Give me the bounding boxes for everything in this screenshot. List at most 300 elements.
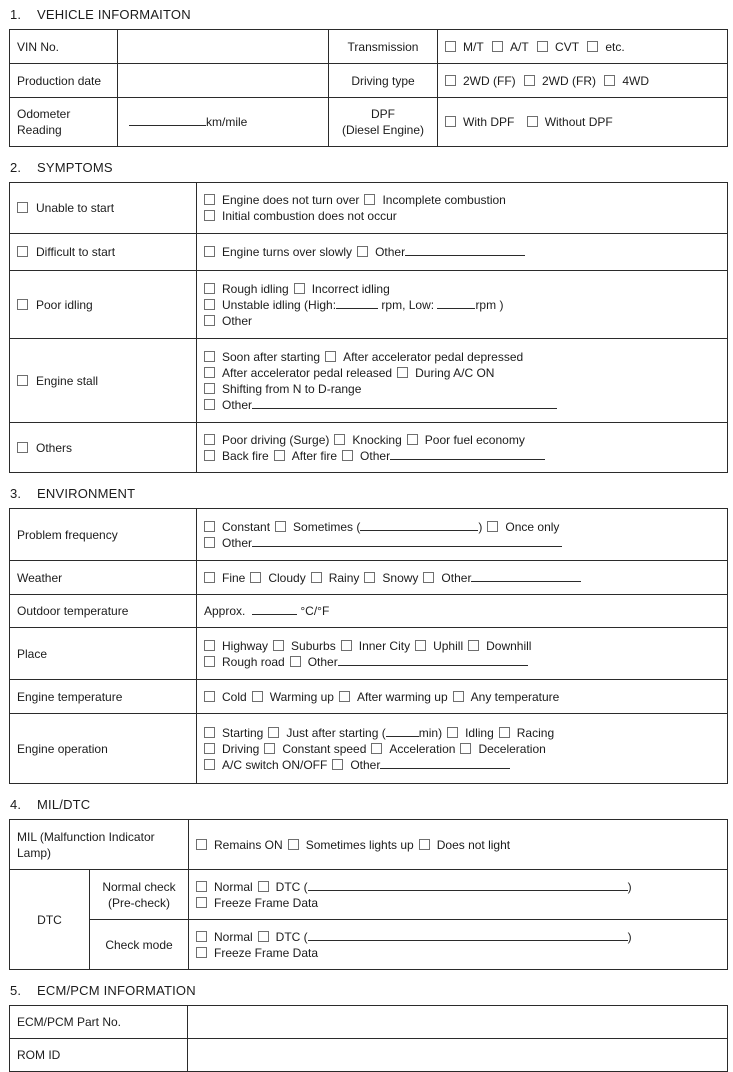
checkbox-option (527, 115, 613, 129)
option-label: After fire (291, 448, 338, 463)
checkbox-option (204, 726, 263, 740)
fill-in-blank (405, 244, 525, 256)
checkbox-option (268, 726, 442, 740)
option-label: DTC ( (275, 929, 308, 944)
checkbox-icon (268, 727, 279, 738)
checkbox-icon (196, 931, 207, 942)
option-label: Sometimes ( (293, 519, 361, 534)
driving-type-label-cell (329, 64, 438, 98)
option-label: 4WD (622, 73, 650, 88)
checkbox-icon (325, 351, 336, 362)
checkbox-icon (339, 691, 350, 702)
checkbox-icon (204, 210, 215, 221)
unable-to-start-options-cell (197, 183, 728, 234)
transmission-options-cell (438, 30, 728, 64)
vehicle-info-table (9, 29, 728, 147)
table-row (10, 595, 728, 628)
checkbox-icon (273, 640, 284, 651)
normal-check-line2: (Pre-check) (107, 895, 170, 910)
table-row (10, 271, 728, 339)
option-label: Sometimes lights up (305, 837, 414, 852)
fill-in-blank (336, 297, 378, 309)
checkbox-icon (311, 572, 322, 583)
option-label: Any temperature (470, 689, 560, 704)
approx-label: Approx. (204, 604, 246, 618)
section-1-title: VEHICLE INFORMAITON (37, 7, 191, 22)
checkbox-icon (334, 434, 345, 445)
checkbox-icon (204, 521, 215, 532)
checkbox-option (204, 366, 392, 380)
normal-check-label-cell (90, 870, 189, 920)
checkbox-option (371, 742, 455, 756)
option-label: Constant speed (282, 741, 367, 756)
unable-to-start-label-cell (10, 183, 197, 234)
checkbox-icon (294, 283, 305, 294)
checkbox-icon (397, 367, 408, 378)
table-row (10, 870, 728, 920)
option-label: Once only (505, 519, 560, 534)
problem-frequency-label-cell (10, 509, 197, 561)
mil-options-cell (189, 820, 728, 870)
checkbox-option (468, 639, 531, 653)
checkbox-option (204, 209, 397, 223)
symptoms-table (9, 182, 728, 473)
checkbox-option (587, 40, 624, 54)
rom-id-value-cell (188, 1039, 728, 1072)
checkbox-option (492, 40, 529, 54)
checkbox-option (204, 742, 259, 756)
checkbox-option (604, 74, 649, 88)
checkbox-icon (274, 450, 285, 461)
others-label-cell (10, 423, 197, 473)
check-mode-label-cell (90, 920, 189, 970)
odometer-value-cell (118, 98, 329, 147)
table-row (10, 64, 728, 98)
option-label: Other (222, 535, 253, 550)
checkbox-icon (487, 521, 498, 532)
checkbox-option (419, 838, 510, 852)
checkbox-option (204, 433, 329, 447)
option-label: min) (418, 725, 443, 740)
fill-in-blank (380, 757, 510, 769)
place-label-cell (10, 628, 197, 680)
option-label: Other (222, 397, 253, 412)
fill-in-blank (129, 114, 206, 126)
dpf-label-line1: DPF (371, 107, 395, 121)
option-label: After accelerator pedal depressed (343, 349, 524, 364)
poor-idling-label-cell (10, 271, 197, 339)
table-row (10, 820, 728, 870)
checkbox-option (204, 571, 245, 585)
row-label: Problem frequency (17, 527, 118, 542)
row-label: Weather (17, 570, 63, 585)
checkbox-option (196, 838, 283, 852)
section-1-number: 1. (10, 7, 22, 22)
checkbox-icon (288, 839, 299, 850)
environment-table (9, 508, 728, 784)
option-label: Does not light (436, 837, 511, 852)
option-label: Cloudy (268, 570, 306, 585)
option-label: Other (441, 570, 472, 585)
ecm-part-no-label-cell (10, 1006, 188, 1039)
engine-operation-options-cell (197, 714, 728, 784)
checkbox-option (445, 74, 516, 88)
checkbox-option (204, 382, 361, 396)
checkbox-icon (17, 202, 28, 213)
checkbox-option (407, 433, 525, 447)
option-label: ) (627, 929, 632, 944)
engine-operation-label-cell (10, 714, 197, 784)
option-label: Driving (222, 741, 260, 756)
table-row (10, 714, 728, 784)
checkbox-option (204, 398, 557, 412)
checkbox-option (290, 655, 528, 669)
option-label: Rough road (222, 654, 285, 669)
checkbox-option (332, 758, 510, 772)
production-date-label: Production date (17, 73, 102, 88)
checkbox-option (258, 930, 632, 944)
table-row (10, 339, 728, 423)
option-label: Engine does not turn over (222, 193, 360, 207)
checkbox-option (204, 758, 327, 772)
difficult-to-start-options-cell (197, 234, 728, 271)
option-label: Freeze Frame Data (214, 895, 319, 910)
table-row (10, 183, 728, 234)
table-row (10, 509, 728, 561)
row-label: Outdoor temperature (17, 604, 129, 618)
checkbox-option (453, 690, 560, 704)
fill-in-blank (252, 397, 557, 409)
option-label: A/C switch ON/OFF (222, 757, 328, 772)
checkbox-option (460, 742, 545, 756)
option-label: Acceleration (389, 741, 456, 756)
checkbox-option (204, 655, 285, 669)
row-label: ECM/PCM Part No. (17, 1015, 122, 1029)
checkbox-icon (587, 41, 598, 52)
option-label: Snowy (382, 570, 419, 585)
option-label: Deceleration (478, 741, 546, 756)
checkbox-option (204, 282, 289, 296)
checkbox-icon (499, 727, 510, 738)
symptom-label: Others (36, 440, 73, 455)
normal-check-options-cell (189, 870, 728, 920)
option-label: rpm, Low: (381, 297, 435, 312)
checkbox-icon (196, 897, 207, 908)
mil-dtc-table (9, 819, 728, 970)
section-2-number: 2. (10, 160, 22, 175)
fill-in-blank (437, 297, 475, 309)
checkbox-option (275, 520, 482, 534)
section-2-title: SYMPTOMS (37, 160, 113, 175)
checkbox-option (357, 245, 525, 259)
engine-temperature-options-cell (197, 680, 728, 714)
option-label: Other (222, 313, 253, 328)
symptom-label: Unable to start (36, 201, 115, 215)
checkbox-option (204, 639, 268, 653)
checkbox-icon (204, 283, 215, 294)
checkbox-icon (252, 691, 263, 702)
checkbox-icon (204, 759, 215, 770)
section-4-title: MIL/DTC (37, 797, 91, 812)
option-label: CVT (555, 39, 580, 54)
option-label: Other (307, 654, 338, 669)
checkbox-icon (332, 759, 343, 770)
checkbox-icon (204, 727, 215, 738)
check-mode-options-cell (189, 920, 728, 970)
checkbox-icon (407, 434, 418, 445)
checkbox-option (204, 245, 352, 259)
table-row (10, 234, 728, 271)
vin-label-cell (10, 30, 118, 64)
checkbox-icon (524, 75, 535, 86)
checkbox-icon (204, 743, 215, 754)
checkbox-icon (527, 116, 538, 127)
checkbox-icon (447, 727, 458, 738)
checkbox-icon (204, 640, 215, 651)
checkbox-icon (196, 881, 207, 892)
option-label: Rough idling (222, 281, 289, 296)
checkbox-option (17, 245, 115, 259)
section-5-number: 5. (10, 983, 22, 998)
checkbox-option (204, 350, 320, 364)
checkbox-option (499, 726, 554, 740)
checkbox-icon (341, 640, 352, 651)
checkbox-icon (357, 246, 368, 257)
checkbox-icon (258, 881, 269, 892)
place-options-cell (197, 628, 728, 680)
rom-id-label-cell (10, 1039, 188, 1072)
option-label: After warming up (356, 689, 448, 704)
poor-idling-options-cell (197, 271, 728, 339)
table-row (10, 920, 728, 970)
mil-label-cell (10, 820, 189, 870)
section-3-number: 3. (10, 486, 22, 501)
fill-in-blank (252, 535, 562, 547)
checkbox-option (341, 639, 410, 653)
checkbox-icon (275, 521, 286, 532)
production-date-value-cell (118, 64, 329, 98)
option-label: Incomplete combustion (382, 193, 506, 207)
production-date-label-cell (10, 64, 118, 98)
checkbox-option (204, 193, 359, 207)
odometer-label-line2: Reading (17, 123, 62, 137)
table-row (10, 98, 728, 147)
table-row (10, 680, 728, 714)
option-label: Back fire (222, 448, 269, 463)
checkbox-icon (537, 41, 548, 52)
engine-stall-options-cell (197, 339, 728, 423)
option-label: Inner City (358, 638, 411, 653)
transmission-label-cell (329, 30, 438, 64)
checkbox-icon (204, 194, 215, 205)
checkbox-option (364, 571, 418, 585)
table-row (10, 30, 728, 64)
checkbox-option (423, 571, 581, 585)
checkbox-icon (445, 75, 456, 86)
driving-type-label: Driving type (351, 73, 415, 88)
symptom-label: Poor idling (36, 297, 93, 312)
checkbox-option (537, 40, 579, 54)
checkbox-icon (423, 572, 434, 583)
checkbox-option (294, 282, 390, 296)
checkbox-option (273, 639, 336, 653)
option-label: etc. (605, 39, 625, 54)
option-label: Other (360, 448, 391, 463)
checkbox-option (204, 298, 503, 312)
checkbox-option (17, 374, 98, 388)
ecm-pcm-table (9, 1005, 728, 1072)
checkbox-icon (17, 299, 28, 310)
ecm-part-no-value-cell (188, 1006, 728, 1039)
option-label: Warming up (269, 689, 334, 704)
dpf-label-line2: (Diesel Engine) (341, 123, 425, 137)
checkbox-icon (196, 947, 207, 958)
checkbox-option (415, 639, 463, 653)
checkbox-option (196, 896, 318, 910)
section-1-heading (10, 7, 727, 22)
checkbox-option (258, 880, 632, 894)
dtc-label: DTC (37, 912, 62, 927)
table-row (10, 561, 728, 595)
option-label: With DPF (463, 115, 515, 129)
weather-label-cell (10, 561, 197, 595)
option-label: 2WD (FF) (463, 73, 516, 88)
option-label: Other (375, 245, 406, 259)
option-label: Unstable idling (High: (222, 297, 337, 312)
checkbox-option (325, 350, 523, 364)
odometer-unit: km/mile (206, 115, 248, 129)
checkbox-icon (17, 442, 28, 453)
option-label: DTC ( (275, 879, 308, 894)
table-row (10, 628, 728, 680)
checkbox-icon (17, 375, 28, 386)
checkbox-option (196, 946, 318, 960)
checkbox-option (252, 690, 334, 704)
checkbox-icon (204, 537, 215, 548)
option-label: Normal (214, 929, 253, 944)
fill-in-blank (471, 570, 581, 582)
fill-in-blank (360, 519, 478, 531)
section-3-heading (10, 486, 727, 501)
odometer-label-cell (10, 98, 118, 147)
checkbox-option (487, 520, 559, 534)
checkbox-icon (204, 299, 215, 310)
engine-temperature-label-cell (10, 680, 197, 714)
checkbox-option (274, 449, 337, 463)
option-label: Downhill (486, 638, 532, 653)
checkbox-icon (415, 640, 426, 651)
table-row (10, 423, 728, 473)
checkbox-option (397, 366, 494, 380)
option-label: Just after starting ( (286, 725, 386, 740)
row-label: Engine temperature (17, 689, 123, 704)
odometer-entry (125, 115, 247, 129)
option-label: Racing (516, 725, 555, 740)
section-4-heading (10, 797, 727, 812)
checkbox-option (196, 880, 253, 894)
option-label: Fine (222, 570, 246, 585)
checkbox-icon (445, 116, 456, 127)
temperature-unit: °C/°F (300, 604, 330, 618)
dtc-label-cell (10, 870, 90, 970)
option-label: A/T (510, 39, 529, 54)
checkbox-option (334, 433, 401, 447)
checkbox-option (311, 571, 360, 585)
option-label: Poor driving (Surge) (222, 432, 330, 447)
option-label: Without DPF (544, 115, 613, 129)
checkbox-icon (364, 194, 375, 205)
option-label: Idling (465, 725, 494, 740)
option-label: Highway (222, 638, 269, 653)
checkbox-option (524, 74, 596, 88)
check-mode-label: Check mode (105, 937, 173, 952)
row-label: ROM ID (17, 1048, 61, 1062)
checkbox-icon (204, 691, 215, 702)
checkbox-icon (460, 743, 471, 754)
option-label: M/T (463, 39, 484, 54)
option-label: During A/C ON (415, 365, 495, 380)
table-row (10, 1039, 728, 1072)
checkbox-icon (419, 839, 430, 850)
checkbox-icon (204, 399, 215, 410)
checkbox-option (288, 838, 414, 852)
checkbox-icon (290, 656, 301, 667)
checkbox-icon (204, 367, 215, 378)
section-5-heading (10, 983, 727, 998)
symptom-label: Engine stall (36, 373, 99, 388)
fill-in-blank (308, 879, 628, 891)
option-label: rpm ) (475, 297, 504, 312)
section-3-title: ENVIRONMENT (37, 486, 136, 501)
engine-stall-label-cell (10, 339, 197, 423)
table-row (10, 1006, 728, 1039)
checkbox-icon (204, 434, 215, 445)
fill-in-blank (386, 725, 419, 737)
checkbox-icon (250, 572, 261, 583)
fill-in-blank (338, 654, 528, 666)
checkbox-icon (468, 640, 479, 651)
checkbox-icon (204, 351, 215, 362)
checkbox-option (204, 314, 252, 328)
others-options-cell (197, 423, 728, 473)
dpf-options-cell (438, 98, 728, 147)
checkbox-option (339, 690, 448, 704)
option-label: Shifting from N to D-range (222, 381, 362, 396)
option-label: Incorrect idling (311, 281, 390, 296)
checkbox-option (17, 441, 72, 455)
normal-check-line1: Normal check (102, 879, 176, 894)
checkbox-option (447, 726, 494, 740)
checkbox-option (342, 449, 545, 463)
option-label: Uphill (433, 638, 464, 653)
problem-frequency-options-cell (197, 509, 728, 561)
checkbox-option (196, 930, 253, 944)
option-label: Rainy (328, 570, 360, 585)
option-label: Freeze Frame Data (214, 945, 319, 960)
checkbox-option (204, 690, 247, 704)
option-label: Cold (222, 689, 247, 704)
option-label: ) (478, 519, 483, 534)
checkbox-icon (204, 572, 215, 583)
checkbox-option (17, 298, 93, 312)
checkbox-icon (204, 383, 215, 394)
option-label: After accelerator pedal released (222, 365, 393, 380)
option-label: Knocking (352, 432, 402, 447)
vin-value-cell (118, 30, 329, 64)
checkbox-icon (492, 41, 503, 52)
checkbox-icon (364, 572, 375, 583)
row-label: Place (17, 646, 48, 661)
